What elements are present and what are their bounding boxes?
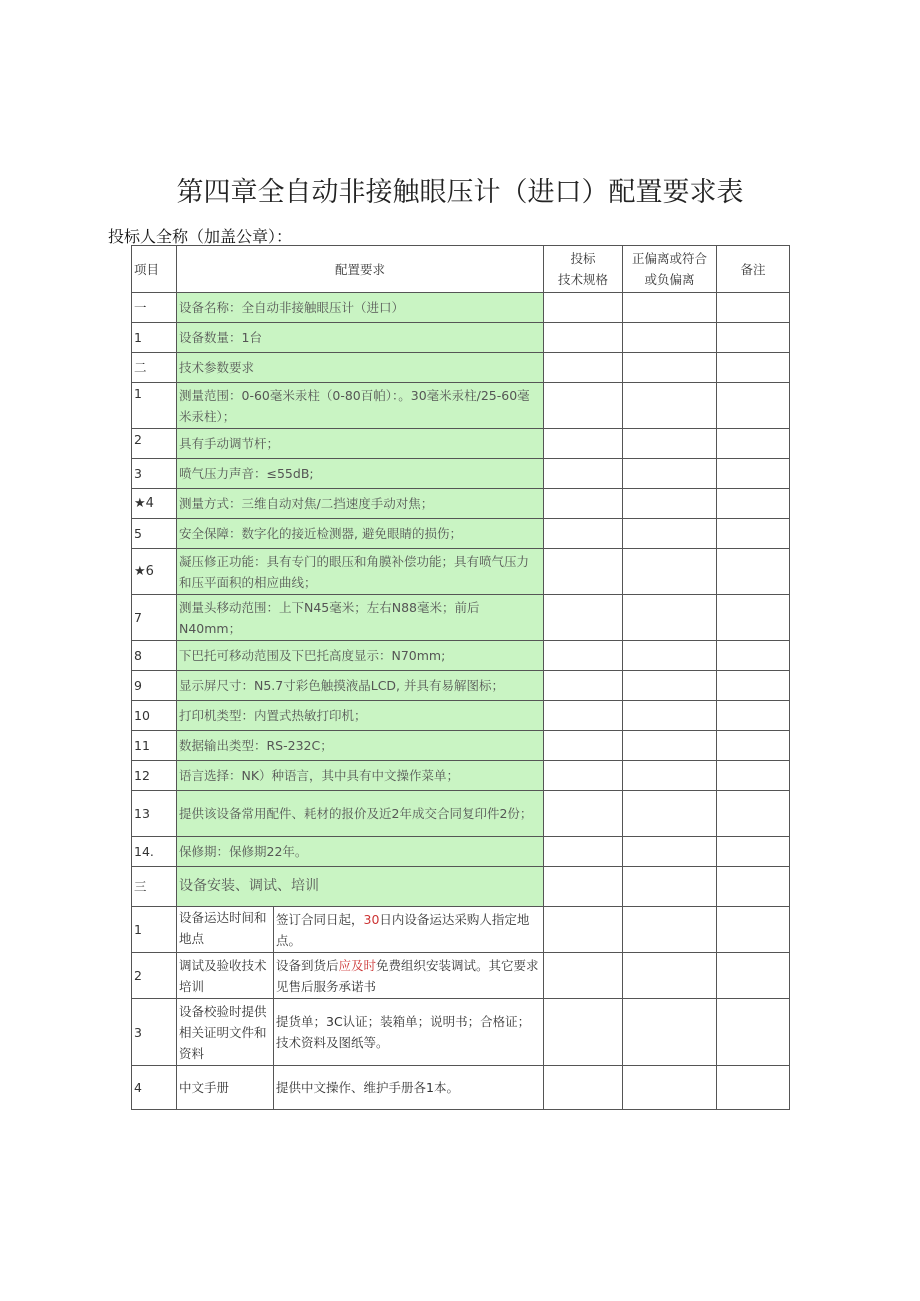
service-text: 提货单；3C认证；装箱单；说明书；合格证；技术资料及图纸等。 [274, 999, 544, 1066]
service-row [132, 953, 790, 999]
row-text: 数据输出类型：RS-232C； [177, 731, 544, 761]
header-remark: 备注 [717, 246, 790, 293]
table-row [132, 761, 790, 791]
table-row [132, 731, 790, 761]
row-number: 二 [132, 353, 177, 383]
row-number: 一 [132, 293, 177, 323]
service-label: 调试及验收技术培训 [177, 953, 274, 999]
row-number: 2 [132, 953, 177, 999]
row-text: 下巴托可移动范围及下巴托高度显示：N70mm; [177, 641, 544, 671]
row-text: 喷气压力声音：≤55dB; [177, 459, 544, 489]
table-row [132, 383, 790, 429]
row-text: 测量头移动范围：上下N45毫米；左右N88毫米；前后N40mm； [177, 595, 544, 641]
bidder-label: 投标人全称（加盖公章）： [108, 227, 293, 246]
row-number: 2 [132, 429, 177, 459]
table-row [132, 459, 790, 489]
table-row [132, 671, 790, 701]
service-text: 设备到货后应及时免费组织安装调试。其它要求见售后服务承诺书 [274, 953, 544, 999]
service-row [132, 907, 790, 953]
service-label: 设备运达时间和地点 [177, 907, 274, 953]
row-text: 具有手动调节杆； [177, 429, 544, 459]
row-text: 安全保障：数字化的接近检测器, 避免眼睛的损伤； [177, 519, 544, 549]
table-row [132, 595, 790, 641]
row-number: 4 [132, 1066, 177, 1110]
section-heading: 设备安装、调试、培训 [177, 867, 544, 907]
row-number: 8 [132, 641, 177, 671]
row-number: 3 [132, 999, 177, 1066]
table-row [132, 701, 790, 731]
row-number: 13 [132, 791, 177, 837]
row-number: 三 [132, 867, 177, 907]
row-number: 10 [132, 701, 177, 731]
row-text: 语言选择：NK）种语言，其中具有中文操作菜单； [177, 761, 544, 791]
row-number: 1 [132, 323, 177, 353]
row-number: 5 [132, 519, 177, 549]
row-number: 7 [132, 595, 177, 641]
row-number: 9 [132, 671, 177, 701]
service-text: 提供中文操作、维护手册各1本。 [274, 1066, 544, 1110]
row-number: ★6 [132, 549, 177, 595]
row-text: 测量范围：0-60毫米汞柱（0-80百帕）：。30毫米汞柱/25-60毫米汞柱）； [177, 383, 544, 429]
page-title: 第四章全自动非接触眼压计（进口）配置要求表 [176, 177, 744, 208]
service-text: 签订合同日起，30日内设备运达采购人指定地点。 [274, 907, 544, 953]
row-text: 技术参数要求 [177, 353, 544, 383]
row-number: 1 [132, 383, 177, 429]
row-number: 14. [132, 837, 177, 867]
table-row [132, 293, 790, 323]
service-row [132, 1066, 790, 1110]
row-number: 3 [132, 459, 177, 489]
row-text: 保修期：保修期22年。 [177, 837, 544, 867]
service-row [132, 999, 790, 1066]
row-number: 12 [132, 761, 177, 791]
table-row [132, 549, 790, 595]
table-row [132, 837, 790, 867]
row-text: 显示屏尺寸：N5.7寸彩色触摸液晶LCD, 并具有易解图标； [177, 671, 544, 701]
row-text: 凝压修正功能：具有专门的眼压和角膜补偿功能；具有喷气压力和压平面积的相应曲线； [177, 549, 544, 595]
table-row [132, 353, 790, 383]
table-row [132, 791, 790, 837]
header-spec: 投标 技术规格 [544, 246, 623, 293]
row-text: 设备名称：全自动非接触眼压计（进口） [177, 293, 544, 323]
row-number: 11 [132, 731, 177, 761]
table-row [132, 867, 790, 907]
table-row [132, 323, 790, 353]
row-text: 提供该设备常用配件、耗材的报价及近2年成交合同复印件2份； [177, 791, 544, 837]
row-text: 打印机类型：内置式热敏打印机； [177, 701, 544, 731]
service-label: 设备校验时提供相关证明文件和资料 [177, 999, 274, 1066]
header-item: 项目 [132, 246, 177, 293]
config-table [131, 245, 790, 1110]
table-row [132, 429, 790, 459]
header-row [132, 246, 790, 293]
table-row [132, 641, 790, 671]
header-requirement: 配置要求 [177, 246, 544, 293]
row-text: 设备数量：1台 [177, 323, 544, 353]
table-row [132, 519, 790, 549]
row-text: 测量方式：三维自动对焦/二挡速度手动对焦； [177, 489, 544, 519]
table-row [132, 489, 790, 519]
service-label: 中文手册 [177, 1066, 274, 1110]
row-number: 1 [132, 907, 177, 953]
header-deviation: 正偏离或符合 或负偏离 [623, 246, 717, 293]
row-number: ★4 [132, 489, 177, 519]
